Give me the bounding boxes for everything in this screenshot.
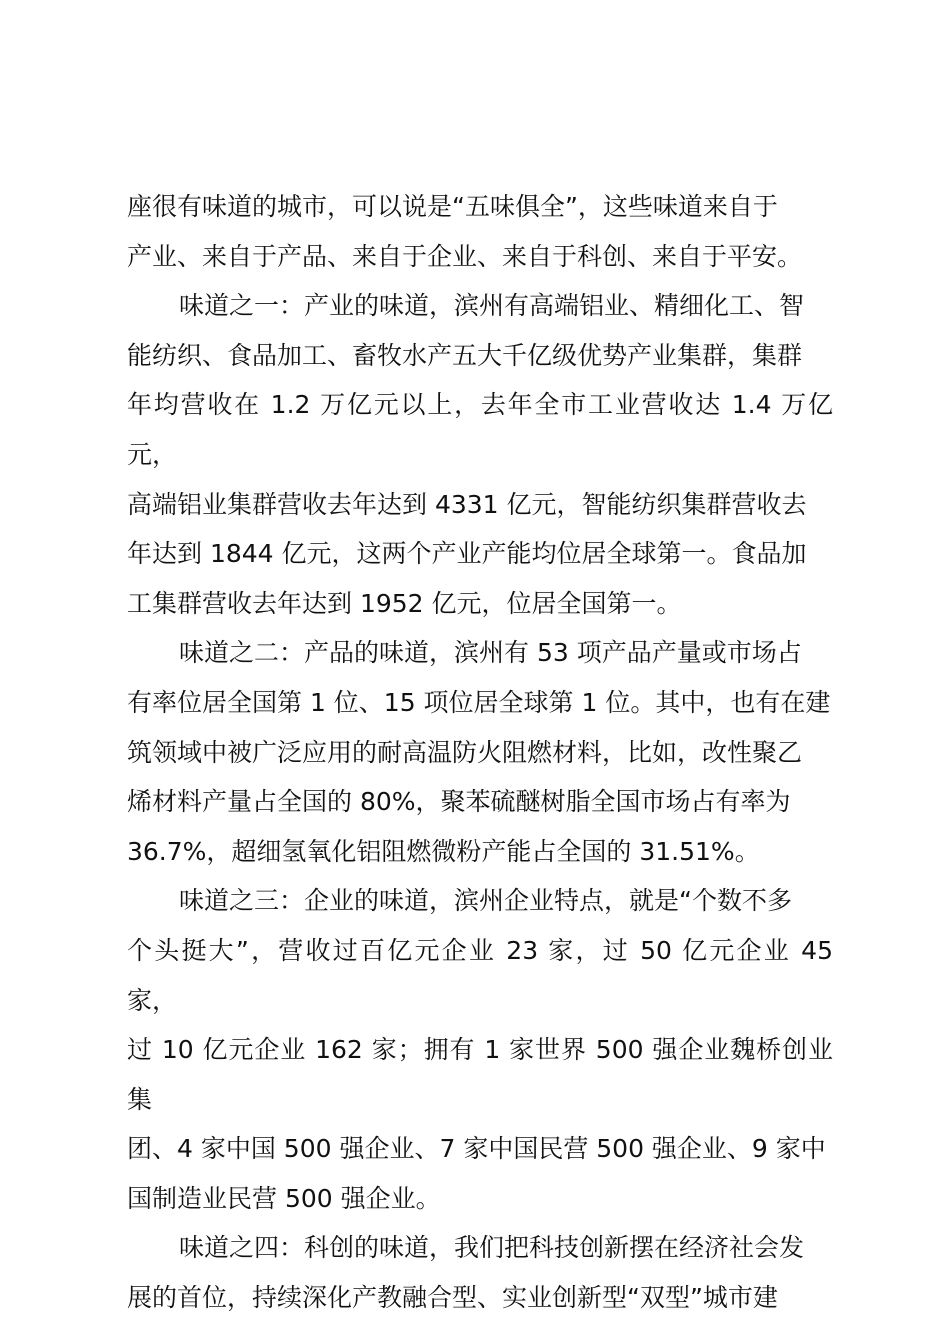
document-page: [127, 182, 833, 1323]
paragraph-1: 座很有味道的城市，可以说是“五味俱全”，这些味道来自于 产业、来自于产品、来自于企业、来自于科创、来自于平安。: [127, 192, 803, 271]
paragraph-2: 味道之一：产业的味道，滨州有高端铝业、精细化工、智 能纺织、食品加工、畜牧水产五大千亿级优势产业集群，集群 年均营收在 1.2 万亿元以上，去年全市工业营收达 1.4 万亿元， 高端铝业集群营收去年达到 4331 亿元，智能纺织集群营收去 年达到 1844 亿元，这两个产业产能均位居全球第一。食品加 工集群营收去年达到 1952 亿元，位居全国第一。: [127, 291, 833, 618]
paragraph-5: 味道之四：科创的味道，我们把科技创新摆在经济社会发 展的首位，持续深化产教融合型、实业创新型“双型”城市建: [127, 1233, 805, 1313]
paragraph-3: 味道之二：产品的味道，滨州有 53 项产品产量或市场占 有率位居全国第 1 位、15 项位居全球第 1 位。其中，也有在建 筑领域中被广泛应用的耐高温防火阻燃材料，比如，改性聚乙 烯材料产量占全国的 80%，聚苯硫醚树脂全国市场占有率为 36.7%，超细氢氧化铝阻燃微粉产能占全国的 31.51%。: [127, 638, 831, 866]
paragraph-4: 味道之三：企业的味道，滨州企业特点，就是“个数不多 个头挺大”，营收过百亿元企业 23 家，过 50 亿元企业 45 家， 过 10 亿元企业 162 家；拥有 1 家世界 500 强企业魏桥创业集 团、4 家中国 500 强企业、7 家中国民营 500 强企业、9 家中 国制造业民营 500 强企业。: [127, 886, 833, 1213]
